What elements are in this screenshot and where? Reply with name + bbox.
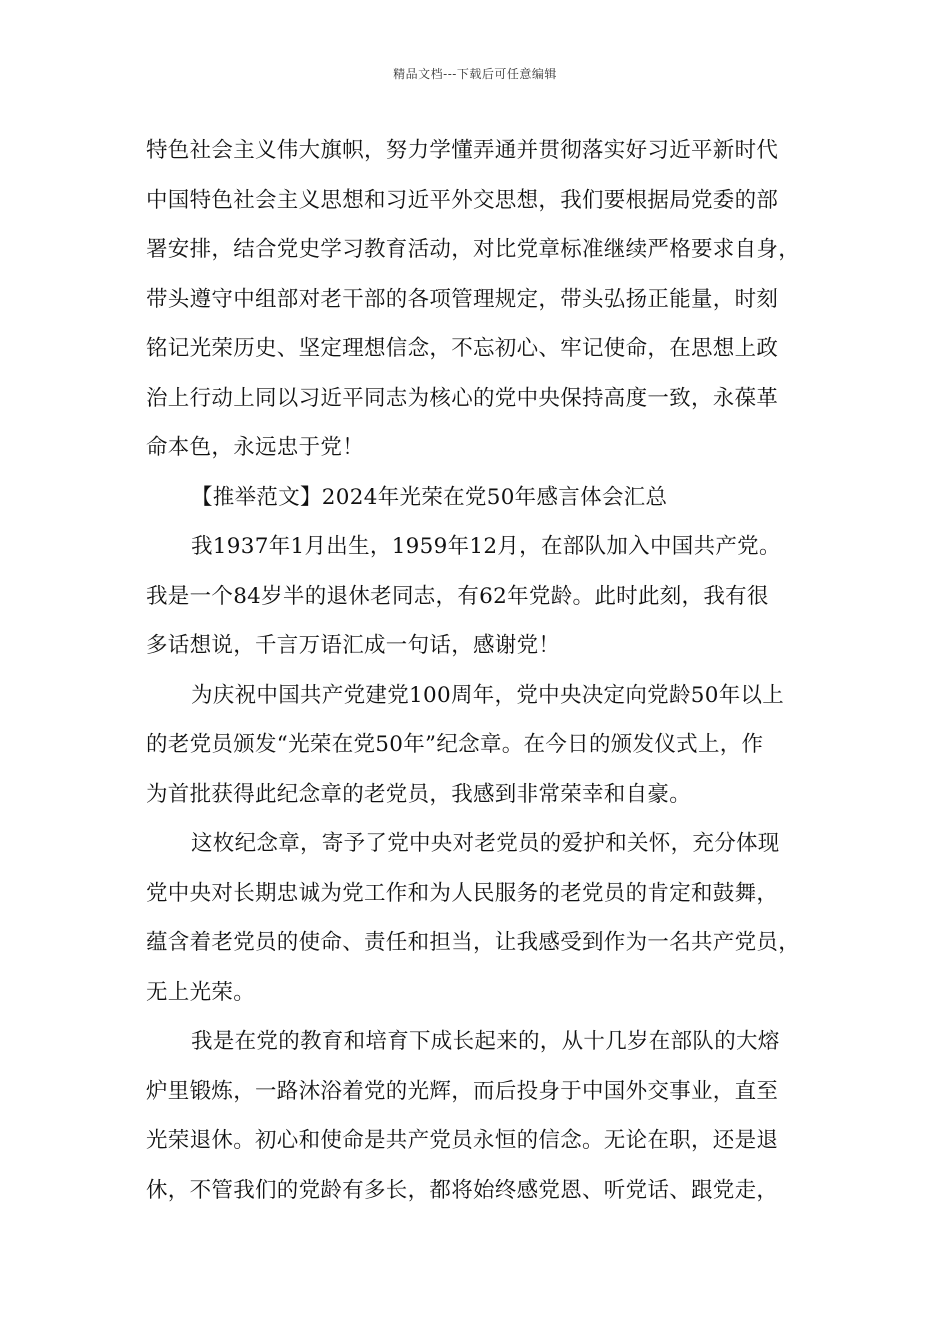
page-header: 精品文档---下载后可任意编辑 [393, 67, 557, 81]
text-line: 特色社会主义伟大旗帜，努力学懂弄通并贯彻落实好习近平新时代 [146, 138, 779, 163]
text-line: 中国特色社会主义思想和习近平外交思想，我们要根据局党委的部 [146, 187, 779, 213]
section-heading: 【推举范文】2024年光荣在党50年感言体会汇总 [191, 484, 668, 510]
text-line: 多话想说，千言万语汇成一句话，感谢党！ [146, 633, 561, 658]
text-line: 为庆祝中国共产党建党100周年，党中央决定向党龄50年以上 [191, 682, 785, 708]
text-line: 署安排，结合党史学习教育活动，对比党章标准继续严格要求自身， [146, 237, 801, 262]
text-line: 这枚纪念章，寄予了党中央对老党员的爱护和关怀，充分体现 [191, 831, 780, 856]
text-line: 我是一个84岁半的退休老同志，有62年党龄。此时此刻，我有很 [146, 583, 769, 609]
text-line: 我1937年1月出生，1959年12月，在部队加入中国共产党。 [191, 534, 781, 559]
text-line: 为首批获得此纪念章的老党员，我感到非常荣幸和自豪。 [146, 781, 692, 807]
text-line: 治上行动上同以习近平同志为核心的党中央保持高度一致，永葆革 [146, 385, 779, 411]
document-body [146, 126, 826, 1215]
text-line: 我是在党的教育和培育下成长起来的，从十几岁在部队的大熔 [191, 1029, 780, 1054]
text-line: 铭记光荣历史、坚定理想信念，不忘初心、牢记使命，在思想上政 [146, 336, 779, 361]
text-line: 的老党员颁发“光荣在党50年”纪念章。在今日的颁发仪式上，作 [146, 732, 764, 757]
text-line: 命本色，永远忠于党！ [146, 435, 365, 460]
text-line: 党中央对长期忠诚为党工作和为人民服务的老党员的肯定和鼓舞， [146, 880, 779, 906]
text-line: 蕴含着老党员的使命、责任和担当，让我感受到作为一名共产党员， [146, 930, 801, 955]
text-line: 无上光荣。 [146, 979, 256, 1005]
text-line: 光荣退休。初心和使命是共产党员永恒的信念。无论在职，还是退 [146, 1128, 779, 1153]
text-line: 带头遵守中组部对老干部的各项管理规定，带头弘扬正能量，时刻 [146, 286, 779, 312]
text-line: 炉里锻炼，一路沐浴着党的光辉，而后投身于中国外交事业，直至 [146, 1078, 779, 1104]
text-line: 休，不管我们的党龄有多长，都将始终感党恩、听党话、跟党走， [146, 1177, 779, 1203]
